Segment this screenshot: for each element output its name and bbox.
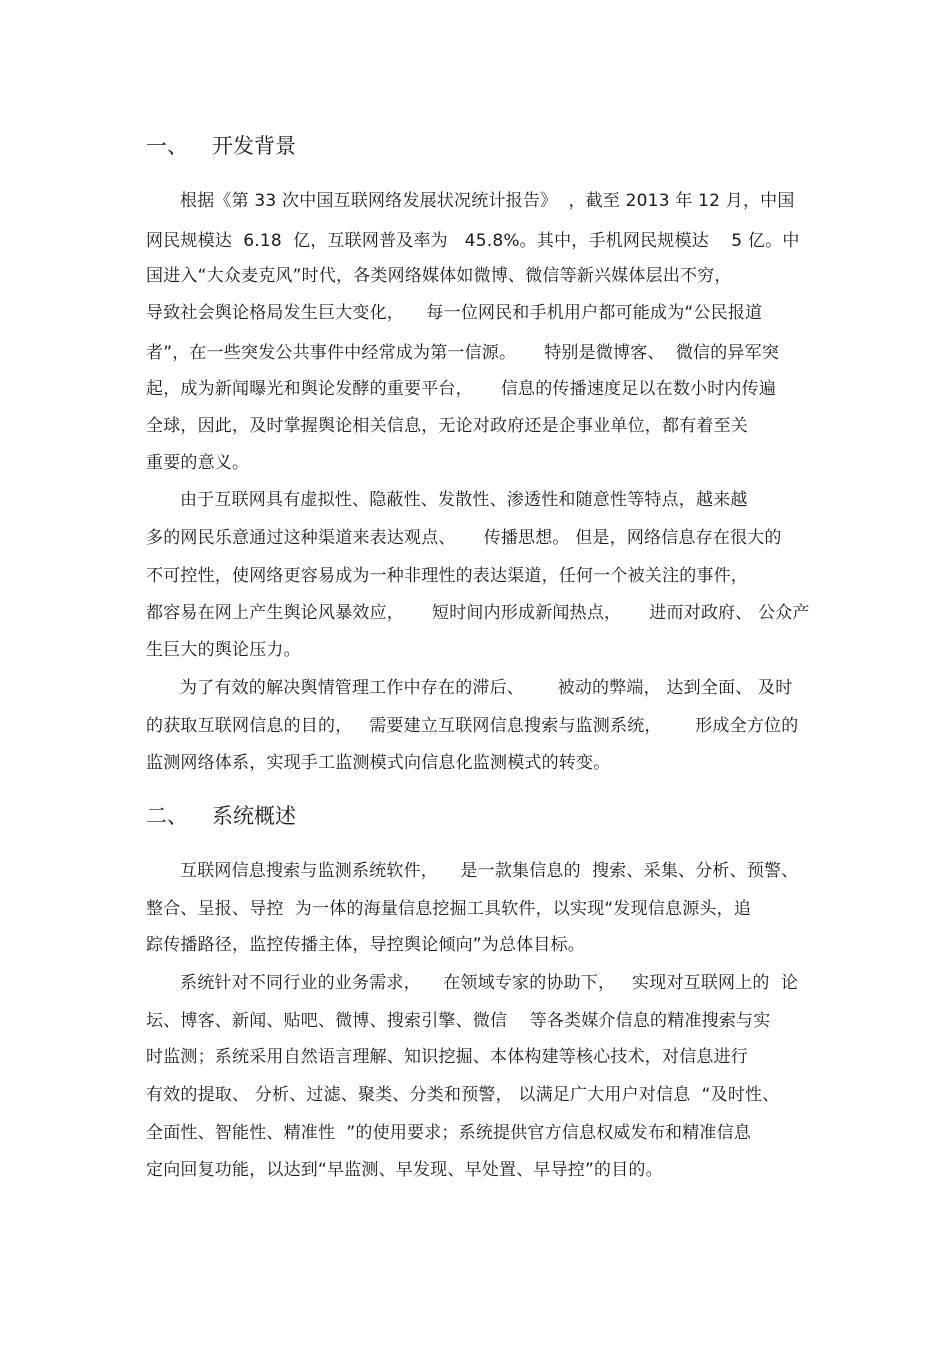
section-title-1: 开发背景 xyxy=(212,134,296,158)
paragraph-line: 为了有效的解决舆情管理工作中存在的滞后、 被动的弊端， 达到全面、 及时 xyxy=(180,678,793,698)
paragraph-line: 定向回复功能，以达到“早监测、早发现、早处置、早导控”的目的。 xyxy=(146,1160,663,1180)
paragraph-line: 导致社会舆论格局发生巨大变化， 每一位网民和手机用户都可能成为“公民报道 xyxy=(146,303,763,323)
paragraph-line: 全球，因此，及时掌握舆论相关信息，无论对政府还是企事业单位，都有着至关 xyxy=(146,416,748,436)
paragraph-line: 起，成为新闻曝光和舆论发酵的重要平台， 信息的传播速度足以在数小时内传遍 xyxy=(146,379,777,399)
paragraph-line: 网民规模达 6.18 亿，互联网普及率为 45.8%。其中，手机网民规模达 5 亿。中 xyxy=(146,231,800,251)
paragraph-line: 不可控性，使网络更容易成为一种非理性的表达渠道，任何一个被关注的事件， xyxy=(146,566,748,586)
paragraph-line: 国进入“大众麦克风”时代，各类网络媒体如微博、微信等新兴媒体层出不穷， xyxy=(146,266,732,286)
paragraph-line: 都容易在网上产生舆论风暴效应， 短时间内形成新闻热点， 进而对政府、 公众产 xyxy=(146,603,810,623)
paragraph-line: 坛、博客、新闻、贴吧、微博、搜索引擎、微信 等各类媒介信息的精准搜索与实 xyxy=(146,1011,771,1031)
paragraph-line: 多的网民乐意通过这种渠道来表达观点、 传播思想。 但是，网络信息存在很大的 xyxy=(146,528,782,548)
section-heading-1 xyxy=(146,131,296,161)
paragraph-line: 时监测；系统采用自然语言理解、知识挖掘、本体构建等核心技术，对信息进行 xyxy=(146,1047,748,1067)
paragraph-line: 有效的提取、 分析、过滤、聚类、分类和预警， 以满足广大用户对信息 “及时性、 xyxy=(146,1085,780,1105)
section-number-2: 二、 xyxy=(146,804,188,828)
paragraph-line: 重要的意义。 xyxy=(146,453,250,473)
paragraph-line: 全面性、智能性、精准性 ”的使用要求；系统提供官方信息权威发布和精准信息 xyxy=(146,1123,752,1143)
paragraph-line: 踪传播路径，监控传播主体，导控舆论倾向”为总体目标。 xyxy=(146,935,586,955)
section-title-2: 系统概述 xyxy=(212,804,296,828)
section-heading-2 xyxy=(146,801,296,831)
paragraph-line: 由于互联网具有虚拟性、隐蔽性、发散性、渗透性和随意性等特点，越来越 xyxy=(180,490,748,510)
paragraph-line: 生巨大的舆论压力。 xyxy=(146,640,301,660)
section-number-1: 一、 xyxy=(146,134,188,158)
paragraph-line: 整合、呈报、导控 为一体的海量信息挖掘工具软件，以实现“发现信息源头，追 xyxy=(146,899,752,919)
paragraph-line: 监测网络体系，实现手工监测模式向信息化监测模式的转变。 xyxy=(146,753,611,773)
paragraph-line: 互联网信息搜索与监测系统软件， 是一款集信息的 搜索、采集、分析、预警、 xyxy=(180,861,799,881)
paragraph-line: 者”，在一些突发公共事件中经常成为第一信源。 特别是微博客、 微信的异军突 xyxy=(146,343,780,363)
paragraph-line: 根据《第 33 次中国互联网络发展状况统计报告》 ，截至 2013 年 12 月，中国 xyxy=(180,191,795,211)
paragraph-line: 的获取互联网信息的目的， 需要建立互联网信息搜索与监测系统， 形成全方位的 xyxy=(146,716,799,736)
paragraph-line: 系统针对不同行业的业务需求， 在领域专家的协助下， 实现对互联网上的 论 xyxy=(180,973,799,993)
